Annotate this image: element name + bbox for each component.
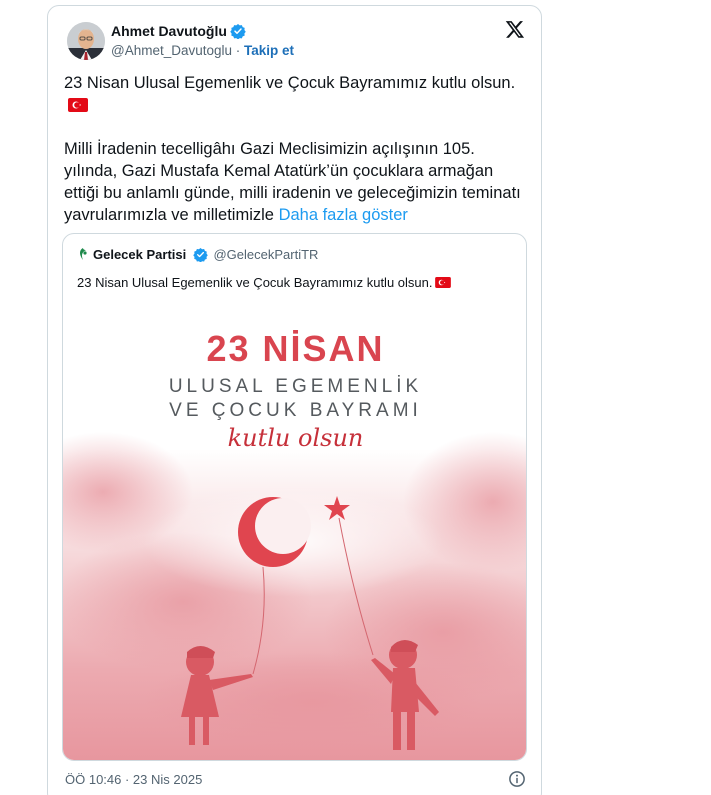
turkey-flag-icon xyxy=(68,96,88,110)
author-handle-row xyxy=(111,43,294,58)
tweet-text xyxy=(64,72,532,226)
author-name[interactable]: Ahmet Davutoğlu xyxy=(111,23,227,39)
tweet-paragraph-2 xyxy=(64,138,532,226)
quoted-turkey-flag-icon xyxy=(435,276,451,287)
tweet-card xyxy=(47,5,542,795)
tweet-paragraph-2-text: Milli İradenin tecelligâhı Gazi Meclisimizin açılışının 105. yılında, Gazi Mustafa Kemal Atatürk’ün çocuklara armağan ettiği bu anlamlı günde, milli iradenin ve geleceğimizin teminatı yavrularımızla ve milletimizle xyxy=(64,140,521,224)
author-name-row[interactable] xyxy=(111,23,246,42)
info-icon[interactable] xyxy=(508,770,526,788)
poster-script-text: kutlu olsun xyxy=(227,424,364,452)
quoted-text-content: 23 Nisan Ulusal Egemenlik ve Çocuk Bayramımız kutlu olsun. xyxy=(77,275,433,290)
quoted-verified-badge-icon xyxy=(193,247,208,265)
poster-image[interactable] xyxy=(63,302,527,761)
tweet-timestamp[interactable]: ÖÖ 10:46 · 23 Nis 2025 xyxy=(65,772,203,787)
author-avatar[interactable] xyxy=(67,22,105,60)
follow-button[interactable]: Takip et xyxy=(244,43,295,58)
poster-subtitle-2: VE ÇOCUK BAYRAMI xyxy=(169,400,422,421)
quoted-text xyxy=(77,275,451,290)
quoted-tweet[interactable] xyxy=(62,233,527,761)
verified-badge-icon xyxy=(230,23,246,42)
author-handle[interactable]: @Ahmet_Davutoglu xyxy=(111,43,233,58)
show-more-link[interactable]: Daha fazla göster xyxy=(278,206,408,224)
poster-title: 23 NİSAN xyxy=(206,328,385,369)
tweet-paragraph-1 xyxy=(64,72,532,116)
x-logo-icon[interactable] xyxy=(505,19,525,39)
gelecek-partisi-logo-icon xyxy=(77,247,89,261)
quoted-author-handle: @GelecekPartiTR xyxy=(213,247,319,262)
tweet-paragraph-1-text: 23 Nisan Ulusal Egemenlik ve Çocuk Bayramımız kutlu olsun. xyxy=(64,74,516,92)
quoted-author-name[interactable]: Gelecek Partisi xyxy=(93,247,187,262)
poster-subtitle-1: ULUSAL EGEMENLİK xyxy=(168,376,423,397)
poster-artwork xyxy=(63,302,527,761)
quoted-header xyxy=(77,247,318,265)
separator-dot: · xyxy=(232,43,245,58)
